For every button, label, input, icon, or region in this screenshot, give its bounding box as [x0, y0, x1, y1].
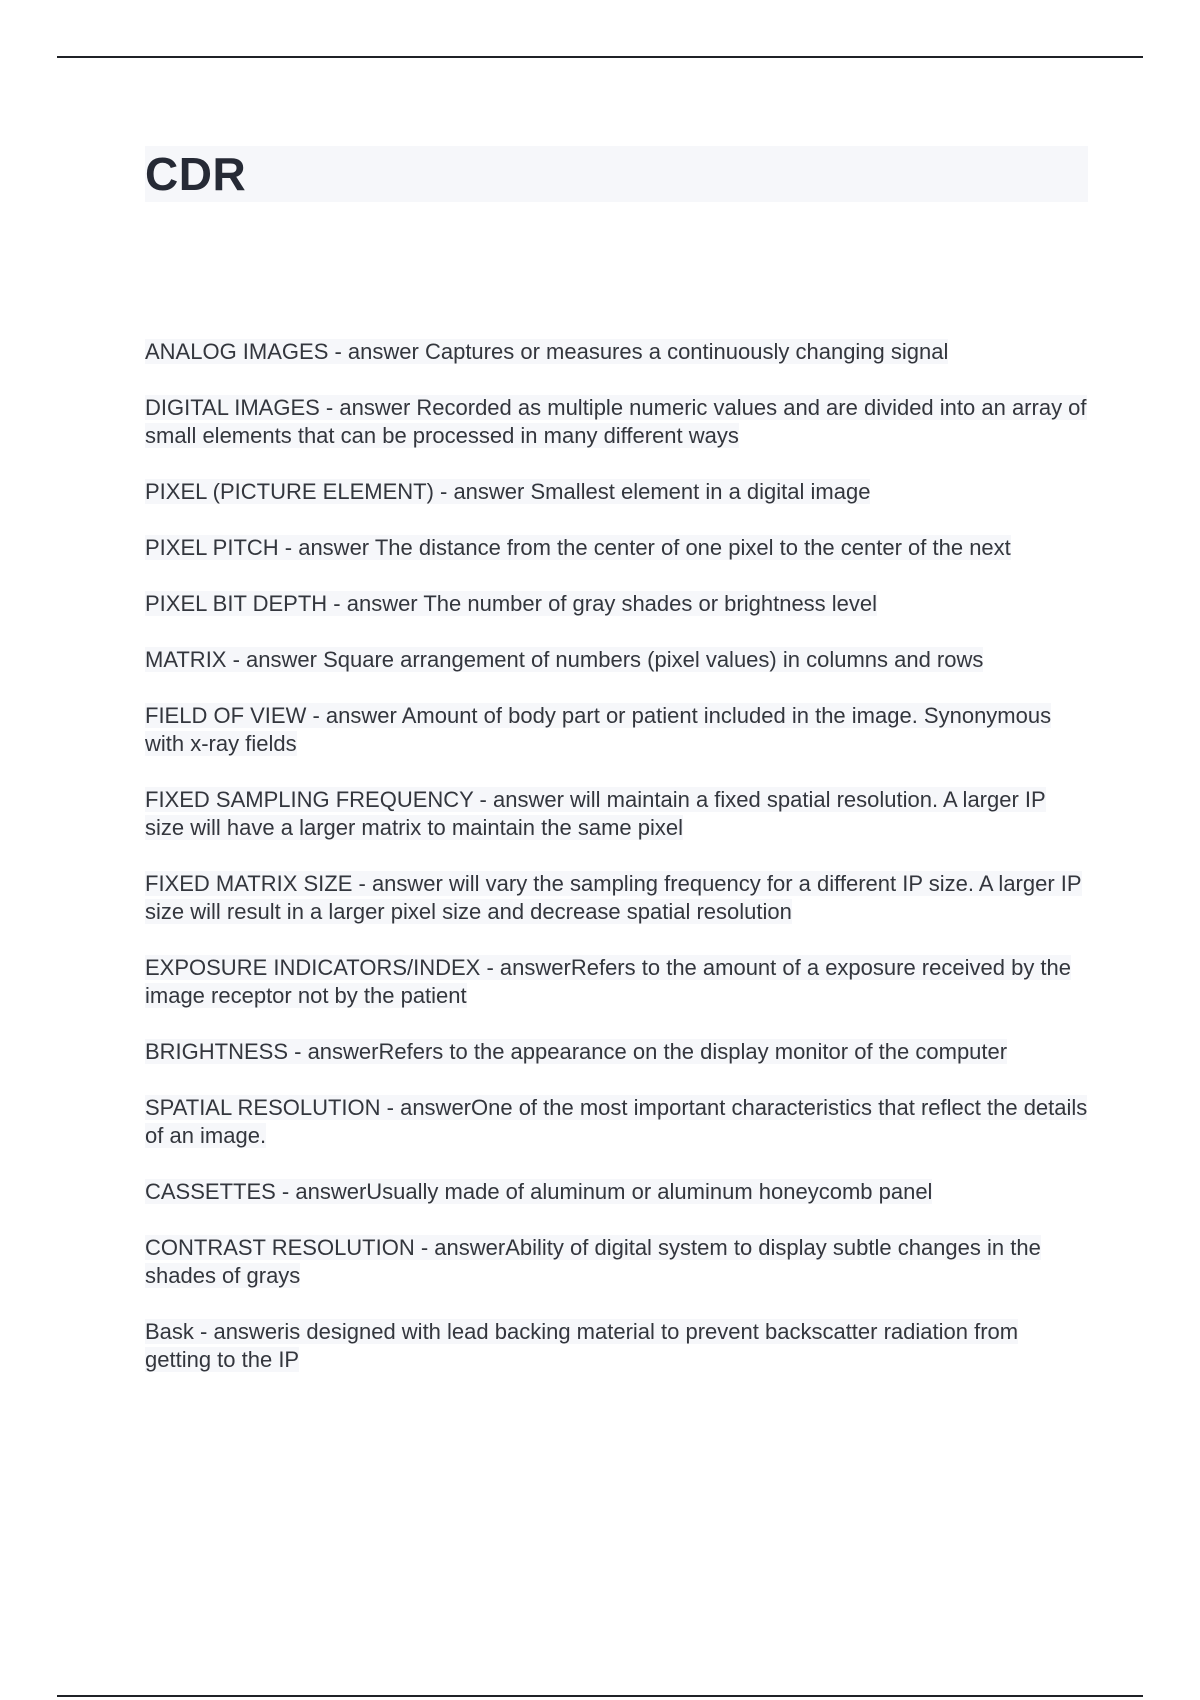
flashcard-text: FIXED MATRIX SIZE - answer will vary the sampling frequency for a different IP size. A larger IP size will result in a larger pixel size and decrease spatial resolution — [145, 871, 1082, 924]
flashcard-text: CASSETTES - answerUsually made of aluminum or aluminum honeycomb panel — [145, 1179, 933, 1204]
flashcard-entry — [145, 702, 1090, 758]
flashcard-list — [145, 338, 1090, 1402]
flashcard-text: EXPOSURE INDICATORS/INDEX - answerRefers to the amount of a exposure received by the image receptor not by the patient — [145, 955, 1072, 1008]
flashcard-text: Bask - answeris designed with lead backing material to prevent backscatter radiation from getting to the IP — [145, 1319, 1019, 1372]
flashcard-text: PIXEL BIT DEPTH - answer The number of gray shades or brightness level — [145, 591, 878, 616]
flashcard-entry — [145, 954, 1090, 1010]
flashcard-entry — [145, 1318, 1090, 1374]
flashcard-entry — [145, 870, 1090, 926]
flashcard-entry — [145, 1178, 1090, 1206]
flashcard-text: DIGITAL IMAGES - answer Recorded as multiple numeric values and are divided into an array of small elements that can be processed in many different ways — [145, 395, 1087, 448]
flashcard-text: CONTRAST RESOLUTION - answerAbility of digital system to display subtle changes in the shades of grays — [145, 1235, 1041, 1288]
page-title: CDR — [145, 148, 247, 200]
flashcard-entry — [145, 1038, 1090, 1066]
flashcard-text: FIELD OF VIEW - answer Amount of body part or patient included in the image. Synonymous with x-ray fields — [145, 703, 1052, 756]
flashcard-text: PIXEL PITCH - answer The distance from the center of one pixel to the center of the next — [145, 535, 1011, 560]
flashcard-entry — [145, 1094, 1090, 1150]
flashcard-text: MATRIX - answer Square arrangement of numbers (pixel values) in columns and rows — [145, 647, 984, 672]
flashcard-text: PIXEL (PICTURE ELEMENT) - answer Smallest element in a digital image — [145, 479, 871, 504]
flashcard-entry — [145, 478, 1090, 506]
title-band — [145, 146, 1088, 202]
flashcard-entry — [145, 590, 1090, 618]
flashcard-entry — [145, 1234, 1090, 1290]
flashcard-text: FIXED SAMPLING FREQUENCY - answer will maintain a fixed spatial resolution. A larger IP size will have a larger matrix to maintain the same pixel — [145, 787, 1046, 840]
flashcard-text: BRIGHTNESS - answerRefers to the appearance on the display monitor of the computer — [145, 1039, 1008, 1064]
flashcard-entry — [145, 646, 1090, 674]
top-rule — [57, 56, 1143, 58]
flashcard-text: ANALOG IMAGES - answer Captures or measures a continuously changing signal — [145, 339, 949, 364]
bottom-rule — [57, 1695, 1143, 1697]
flashcard-entry — [145, 338, 1090, 366]
flashcard-entry — [145, 534, 1090, 562]
flashcard-text: SPATIAL RESOLUTION - answerOne of the most important characteristics that reflect the details of an image. — [145, 1095, 1088, 1148]
flashcard-entry — [145, 394, 1090, 450]
flashcard-entry — [145, 786, 1090, 842]
